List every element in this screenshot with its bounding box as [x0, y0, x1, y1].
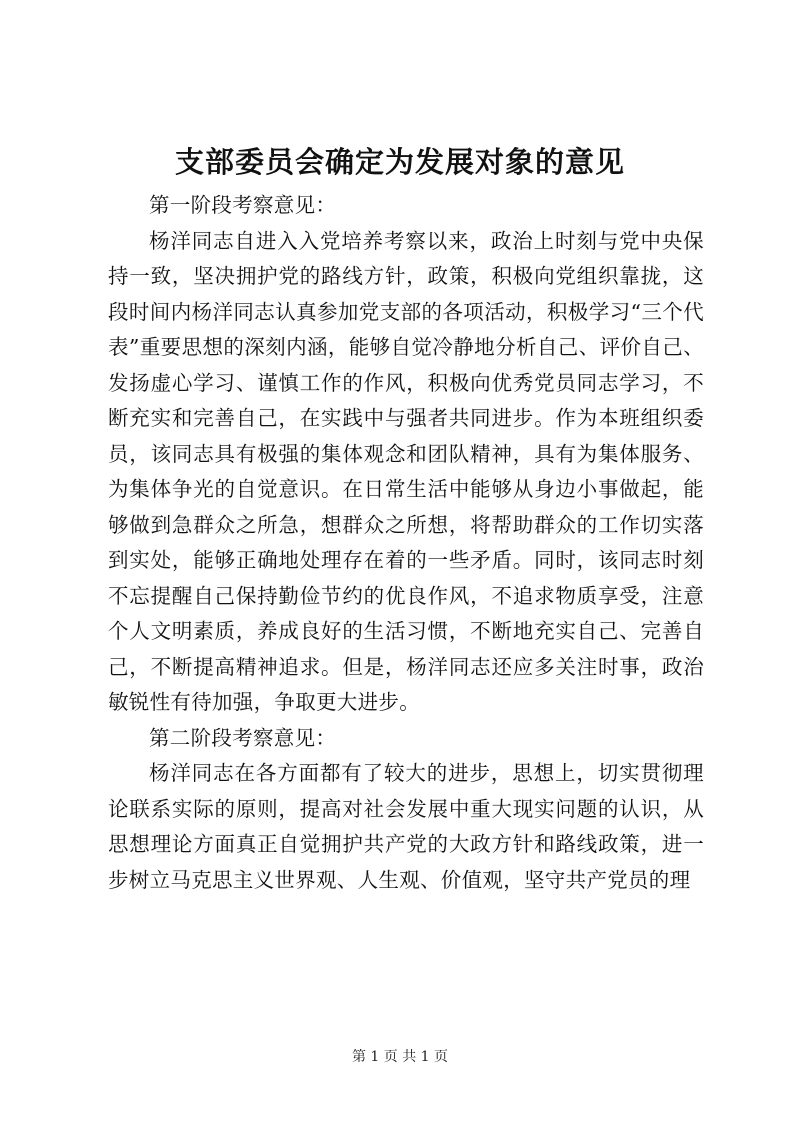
- section-heading-1: 第一阶段考察意见：: [149, 193, 337, 217]
- page-footer: 第 1 页 共 1 页: [351, 1049, 449, 1065]
- body-paragraph-1: 杨洋同志自进入入党培养考察以来，政治上时刻与党中央保持一致，坚决拥护党的路线方针，政策，积极向党组织靠拢，这段时间内杨洋同志认真参加党支部的各项活动，积极学习“三个代表”重要思想的深刻内涵，能够自觉冷静地分析自己、评价自己、发扬虚心学习、谨慎工作的作风，积极向优秀党员同志学习，不断充实和完善自己，在实践中与强者共同进步。作为本班组织委员，该同志具有极强的集体观念和团队精神，具有为集体服务、为集体争光的自觉意识。在日常生活中能够从身边小事做起，能够做到急群众之所急，想群众之所想，将帮助群众的工作切实落到实处，能够正确地处理存在着的一些矛盾。同时，该同志时刻不忘提醒自己保持勤俭节约的优良作风，不追求物质享受，注意个人文明素质，养成良好的生活习惯，不断地充实自己、完善自己，不断提高精神追求。但是，杨洋同志还应多关注时事，政治敏锐性有待加强，争取更大进步。: [108, 228, 704, 714]
- body-paragraph-2: 杨洋同志在各方面都有了较大的进步，思想上，切实贯彻理论联系实际的原则，提高对社会发展中重大现实问题的认识，从思想理论方面真正自觉拥护共产党的大政方针和路线政策，进一步树立马克思主义世界观、人生观、价值观，坚守共产党员的理: [108, 761, 704, 892]
- section-heading-2: 第二阶段考察意见：: [149, 725, 337, 750]
- document-title: 支部委员会确定为发展对象的意见: [174, 145, 625, 179]
- document-body: [108, 188, 704, 898]
